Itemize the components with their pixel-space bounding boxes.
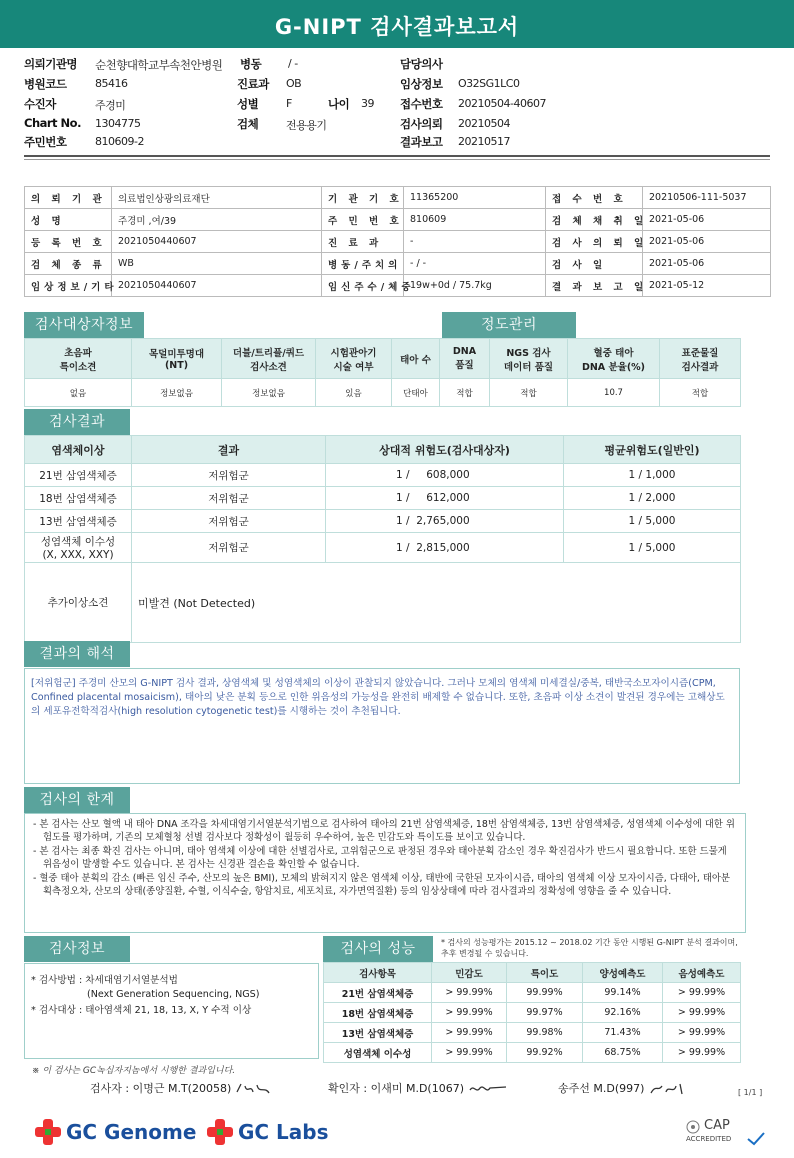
dept-value: OB (286, 77, 302, 90)
info-key: 임상정보/기타 (25, 275, 112, 297)
performance-cell: > 99.99% (663, 1043, 741, 1063)
info-row (25, 253, 771, 275)
performance-note: * 검사의 성능평가는 2015.12 ~ 2018.02 기간 동안 시행된 G-NIPT 분석 결과이며, 추후 변경될 수 있습니다. (441, 938, 738, 958)
extra-finding-label: 추가이상소견 (25, 563, 132, 643)
result-cell: 1 / 2,000 (564, 487, 741, 510)
rrn-label: 주민번호 (24, 135, 67, 149)
gc-genome-wordmark: GC Genome (66, 1120, 197, 1144)
info-value: 2021050440607 (112, 231, 322, 253)
cap-text: CAP (704, 1118, 730, 1133)
rrn-value: 810609-2 (95, 135, 144, 148)
performance-title: 검사의 성능 (323, 936, 433, 962)
header-divider (24, 155, 770, 157)
info-row (25, 275, 771, 297)
limitations-box (24, 813, 746, 933)
performance-cell: > 99.99% (432, 1023, 507, 1043)
gc-labs-logo (206, 1115, 329, 1149)
info-row (25, 231, 771, 253)
info-key: 검 사 일 (546, 253, 643, 275)
gc-genome-logo (34, 1115, 196, 1149)
subject-header: 태아 수 (392, 339, 440, 379)
subject-header: DNA 품질 (440, 339, 490, 379)
hospital-code-value: 85416 (95, 77, 128, 90)
info-key: 임신주수/체중 (322, 275, 404, 297)
subject-header: 더블/트리플/쿼드 검사소견 (222, 339, 316, 379)
info-value: 2021-05-06 (643, 209, 771, 231)
request-value: 20210504 (458, 117, 510, 130)
info-value: 11365200 (404, 187, 546, 209)
result-cell: 1 / 5,000 (564, 533, 741, 563)
tester-signature-line (90, 1080, 275, 1096)
subject-value: 적합 (440, 379, 490, 407)
performance-cell: > 99.99% (663, 1023, 741, 1043)
test-method-en: (Next Generation Sequencing, NGS) (87, 989, 260, 1000)
age-label: 나이 (328, 97, 350, 111)
performance-row (324, 1023, 741, 1043)
subject-value: 없음 (25, 379, 132, 407)
result-header: 평균위험도(일반인) (564, 436, 741, 464)
performance-cell: 99.92% (507, 1043, 583, 1063)
clinical-value: O32SG1LC0 (458, 77, 520, 90)
result-table (24, 435, 741, 643)
performance-header: 민감도 (432, 963, 507, 983)
third-signature (648, 1082, 692, 1096)
performance-cell: 13번 삼염색체증 (324, 1023, 432, 1043)
chart-label: Chart No. (24, 116, 81, 130)
sex-label: 성별 (237, 97, 259, 111)
receipt-value: 20210504-40607 (458, 97, 546, 110)
limitation-item: - 본 검사는 산모 혈액 내 태아 DNA 조각을 차세대염기서열분석기법으로 검사하여 태아의 21번 삼염색체증, 18번 삼염색체증, 13번 삼염색체증, 성염색체 이수성에 대한 위험도를 평가하며, 기존의 모체혈청 선별 검사보다 정확성이 월등히 우수하여, 높은 민감도와 특이도를 보이고 있습니다. (33, 819, 735, 844)
extra-finding-value: 미발견 (Not Detected) (132, 563, 741, 643)
doctor-label: 담당의사 (400, 57, 443, 71)
subject-header: 초음파 특이소견 (25, 339, 132, 379)
result-cell: 21번 삼염색체증 (25, 464, 132, 487)
gc-cross-icon (34, 1118, 62, 1146)
result-cell: 1 / 1,000 (564, 464, 741, 487)
info-value: 2021050440607 (112, 275, 322, 297)
info-value: - / - (404, 253, 546, 275)
result-section-title: 검사결과 (24, 409, 130, 435)
specimen-label: 검체 (237, 117, 259, 131)
performance-table (323, 962, 741, 1063)
institution-label: 의뢰기관명 (24, 57, 78, 71)
info-value: 2021-05-12 (643, 275, 771, 297)
result-row (25, 464, 741, 487)
info-key: 결 과 보 고 일 (546, 275, 643, 297)
specimen-value: 전용용기 (286, 119, 327, 132)
info-value: - (404, 231, 546, 253)
result-cell: 저위험군 (132, 533, 326, 563)
third-signature-line (558, 1080, 692, 1096)
result-header: 결과 (132, 436, 326, 464)
performance-cell: > 99.99% (432, 1043, 507, 1063)
sex-value: F (286, 97, 292, 110)
subject-value: 적합 (490, 379, 568, 407)
performance-cell: 성염색체 이수성 (324, 1043, 432, 1063)
subject-value: 10.7 (568, 379, 660, 407)
performance-cell: > 99.99% (663, 983, 741, 1003)
subject-value: 적합 (660, 379, 741, 407)
info-row (25, 209, 771, 231)
info-key: 등 록 번 호 (25, 231, 112, 253)
subject-value: 단태아 (392, 379, 440, 407)
performance-cell: > 99.99% (432, 1003, 507, 1023)
info-key: 검 사 의 뢰 일 (546, 231, 643, 253)
interpretation-title: 결과의 해석 (24, 641, 130, 667)
receipt-label: 접수번호 (400, 97, 443, 111)
result-header: 염색체이상 (25, 436, 132, 464)
subject-value: 정보없음 (132, 379, 222, 407)
info-value: 2021-05-06 (643, 231, 771, 253)
result-row (25, 533, 741, 563)
report-title: G-NIPT 검사결과보고서 (0, 0, 794, 48)
performance-cell: 92.16% (583, 1003, 663, 1023)
report-value: 20210517 (458, 135, 510, 148)
confirmer-signature-line (328, 1080, 512, 1096)
tester-signature (235, 1082, 275, 1096)
test-info-title: 검사정보 (24, 936, 130, 962)
info-key: 병동/주치의 (322, 253, 404, 275)
performance-header: 양성예측도 (583, 963, 663, 983)
info-key: 주 민 번 호 (322, 209, 404, 231)
third-name: 송주선 M.D(997) (558, 1082, 645, 1095)
patient-label: 수진자 (24, 97, 56, 111)
performance-row (324, 983, 741, 1003)
performance-header: 음성예측도 (663, 963, 741, 983)
ward-label: 병동 (240, 57, 262, 71)
performance-cell: 99.98% (507, 1023, 583, 1043)
cap-emblem-icon (686, 1120, 700, 1134)
info-key: 검 체 종 류 (25, 253, 112, 275)
performance-cell: 68.75% (583, 1043, 663, 1063)
performance-cell: 18번 삼염색체증 (324, 1003, 432, 1023)
report-label: 결과보고 (400, 135, 443, 149)
clinical-label: 임상정보 (400, 77, 443, 91)
performance-header: 특이도 (507, 963, 583, 983)
result-cell: 저위험군 (132, 464, 326, 487)
info-value: 20210506-111-5037 (643, 187, 771, 209)
result-cell: 1 / 2,765,000 (326, 510, 564, 533)
test-info-box (24, 963, 319, 1059)
ward-value: / - (288, 57, 298, 70)
age-value: 39 (361, 97, 374, 110)
info-value: 19w+0d / 75.7kg (404, 275, 546, 297)
result-cell: 13번 삼염색체증 (25, 510, 132, 533)
performance-cell: > 99.99% (432, 983, 507, 1003)
subject-section-title: 검사대상자정보 (24, 312, 144, 338)
dept-label: 진료과 (237, 77, 269, 91)
info-key: 검 체 채 취 일 (546, 209, 643, 231)
qc-section-title: 정도관리 (442, 312, 576, 338)
institution-value: 순천향대학교부속천안병원 (95, 58, 223, 72)
performance-row (324, 1003, 741, 1023)
info-value: 2021-05-06 (643, 253, 771, 275)
limitation-item: - 혈중 태아 분획의 감소 (빠른 임신 주수, 산모의 높은 BMI), 모체의 밝혀지지 않은 염색체 이상, 태반에 국한된 모자이시즘, 태아의 염색체 이상 모자이시즘, 다태아, 태아분획측정오차, 산모의 상태(종양질환, 수혈, 이식수술, 항암치료, 세포치료, 자가면역질환) 등의 임상상태에 따라 검사결과의 정확성에 영향을 줄 수 있습니다. (33, 872, 730, 898)
footer-note: ※ 이 검사는 GC녹십자지놈에서 시행한 결과입니다. (32, 1066, 236, 1076)
subject-header: 표준물질 검사결과 (660, 339, 741, 379)
result-cell: 1 / 5,000 (564, 510, 741, 533)
performance-cell: 99.99% (507, 983, 583, 1003)
gc-labs-wordmark: GC Labs (238, 1120, 329, 1144)
page-number: [ 1/1 ] (738, 1088, 763, 1097)
subject-header: 혈중 태아 DNA 분율(%) (568, 339, 660, 379)
result-cell: 성염색체 이수성 (X, XXX, XXY) (25, 533, 132, 563)
result-row (25, 487, 741, 510)
performance-header: 검사항목 (324, 963, 432, 983)
limitations-title: 검사의 한계 (24, 787, 130, 813)
info-key: 기 관 기 호 (322, 187, 404, 209)
checkmark-icon (746, 1132, 766, 1146)
patient-value: 주경미 (95, 99, 126, 112)
confirmer-signature (468, 1082, 512, 1096)
info-value: WB (112, 253, 322, 275)
subject-info-table (24, 338, 741, 407)
cap-accredited-logo (686, 1118, 766, 1150)
chart-value: 1304775 (95, 117, 141, 130)
performance-cell: 99.14% (583, 983, 663, 1003)
info-key: 성 명 (25, 209, 112, 231)
subject-header: 목덜미투명대 (NT) (132, 339, 222, 379)
test-target: * 검사대상 : 태아염색체 21, 18, 13, X, Y 수적 이상 (31, 1005, 252, 1016)
limitation-item: - 본 검사는 최종 확진 검사는 아니며, 태아 염색체 이상에 대한 선별검사로, 고위험군으로 판정된 경우와 태아분획 감소인 경우 확진검사가 반드시 필요합니다. 또한 드물게 위음성이 발생할 수도 있습니다. 본 검사는 신경관 결손을 확인할 수 없습니다. (33, 845, 727, 871)
performance-row (324, 1043, 741, 1063)
info-value: 주경미 ,여/39 (112, 209, 322, 231)
result-header: 상대적 위험도(검사대상자) (326, 436, 564, 464)
interpretation-text: [저위험군] 주경미 산모의 G-NIPT 검사 결과, 상염색체 및 성염색체의 이상이 관찰되지 않았습니다. 그러나 모체의 염색체 미세결실/중복, 태반국소모자이시즘(CPM, Confined placental mosaicism), 태아의 낮은 분획 등으로 인한 위음성의 가능성을 완전히 배제할 수 없습니다. 또한, 초음파 이상 소견이 발견된 경우에는 고해상도의 세포유전학적검사(high resolution cytogenetic test)를 시행하는 것이 추천됩니다. (24, 668, 740, 784)
info-value: 810609 (404, 209, 546, 231)
specimen-info-table (24, 186, 771, 297)
performance-cell: > 99.99% (663, 1003, 741, 1023)
result-cell: 1 / 612,000 (326, 487, 564, 510)
result-cell: 저위험군 (132, 510, 326, 533)
tester-name: 검사자 : 이명근 M.T(20058) (90, 1082, 232, 1095)
subject-value: 있음 (316, 379, 392, 407)
info-row (25, 187, 771, 209)
request-label: 검사의뢰 (400, 117, 443, 131)
result-row (25, 510, 741, 533)
gc-cross-icon (206, 1118, 234, 1146)
header-divider-thin (24, 159, 770, 160)
subject-header: 시험관아기 시술 여부 (316, 339, 392, 379)
info-key: 의 뢰 기 관 (25, 187, 112, 209)
performance-cell: 71.43% (583, 1023, 663, 1043)
cap-sub-text: ACCREDITED (686, 1135, 732, 1143)
subject-value: 정보없음 (222, 379, 316, 407)
result-cell: 1 / 608,000 (326, 464, 564, 487)
info-key: 접 수 번 호 (546, 187, 643, 209)
info-value: 의료법인상광의료재단 (112, 187, 322, 209)
result-cell: 18번 삼염색체증 (25, 487, 132, 510)
performance-cell: 99.97% (507, 1003, 583, 1023)
test-method: * 검사방법 : 차세대염기서열분석법 (31, 975, 178, 986)
confirmer-name: 확인자 : 이새미 M.D(1067) (328, 1082, 464, 1095)
hospital-code-label: 병원코드 (24, 77, 67, 91)
subject-header: NGS 검사 데이터 품질 (490, 339, 568, 379)
result-cell: 저위험군 (132, 487, 326, 510)
result-cell: 1 / 2,815,000 (326, 533, 564, 563)
performance-cell: 21번 삼염색체증 (324, 983, 432, 1003)
info-key: 진 료 과 (322, 231, 404, 253)
